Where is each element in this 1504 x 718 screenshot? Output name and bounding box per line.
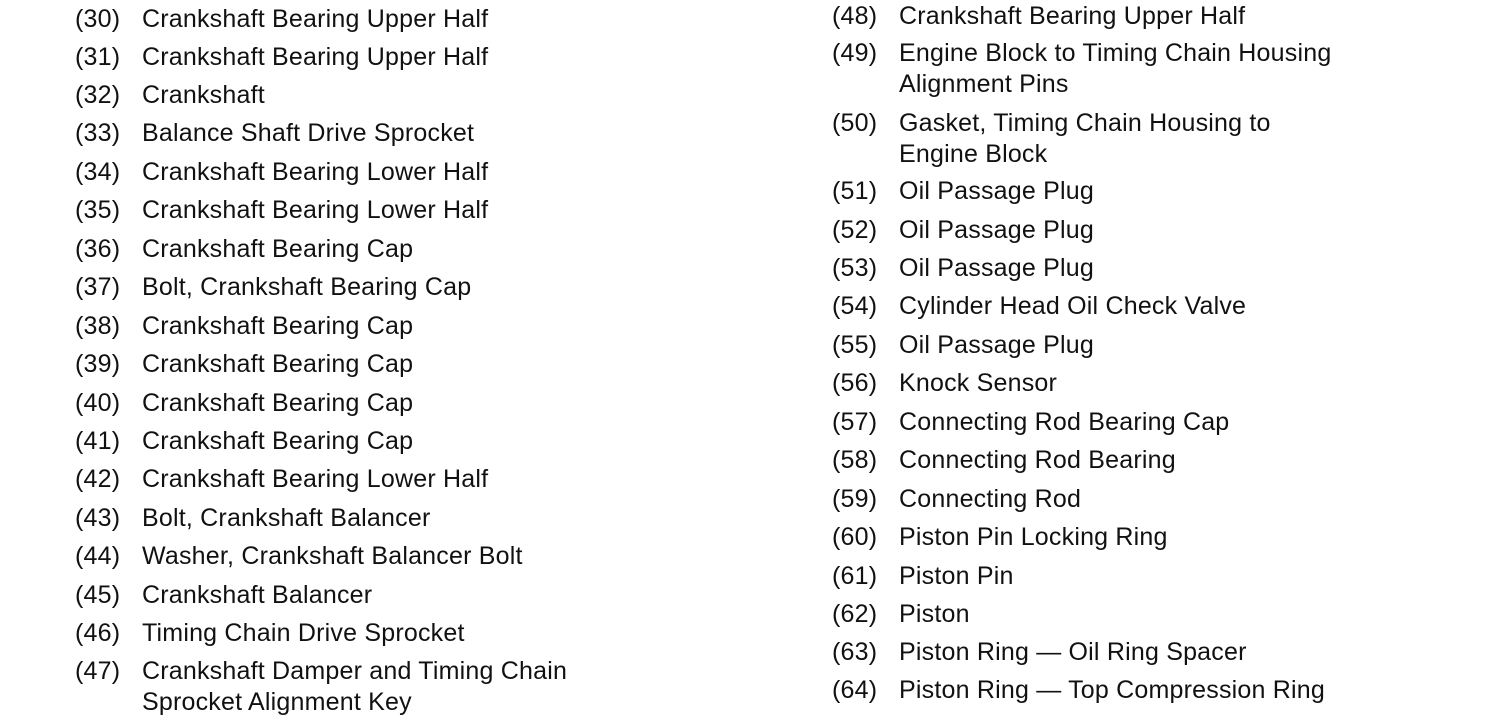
item-number: (57) (832, 408, 878, 436)
item-description: Piston Pin Locking Ring (899, 523, 1168, 551)
item-number: (40) (75, 389, 121, 417)
item-description: Piston Ring — Top Compression Ring (899, 676, 1325, 704)
item-description: Piston Pin (899, 562, 1014, 590)
item-number: (59) (832, 485, 878, 513)
item-number: (43) (75, 504, 121, 532)
item-description: Connecting Rod Bearing Cap (899, 408, 1230, 436)
item-description: Bolt, Crankshaft Balancer (142, 504, 431, 532)
item-number: (42) (75, 465, 121, 493)
item-description: Crankshaft Bearing Cap (142, 427, 414, 455)
item-description: Cylinder Head Oil Check Valve (899, 292, 1247, 320)
item-description: Crankshaft Damper and Timing Chain Sprocket Alignment Key (142, 657, 568, 716)
item-number: (45) (75, 581, 121, 609)
item-description: Knock Sensor (899, 369, 1058, 397)
item-number: (33) (75, 119, 121, 147)
item-number: (61) (832, 562, 878, 590)
item-number: (34) (75, 158, 121, 186)
item-number: (63) (832, 638, 878, 666)
item-number: (36) (75, 235, 121, 263)
item-description: Bolt, Crankshaft Bearing Cap (142, 273, 472, 301)
item-description: Piston (899, 600, 970, 628)
item-number: (47) (75, 657, 121, 685)
item-number: (30) (75, 5, 121, 33)
item-description: Piston Ring — Oil Ring Spacer (899, 638, 1247, 666)
item-description: Crankshaft Bearing Cap (142, 235, 414, 263)
parts-list-right (832, 0, 1504, 718)
item-description: Gasket, Timing Chain Housing to Engine Block (899, 109, 1271, 168)
item-description: Crankshaft Bearing Upper Half (899, 2, 1246, 30)
item-description: Crankshaft Bearing Cap (142, 312, 414, 340)
item-number: (58) (832, 446, 878, 474)
item-number: (51) (832, 177, 878, 205)
item-description: Connecting Rod (899, 485, 1082, 513)
item-description: Oil Passage Plug (899, 177, 1094, 205)
item-number: (54) (832, 292, 878, 320)
item-number: (38) (75, 312, 121, 340)
item-description: Oil Passage Plug (899, 254, 1094, 282)
item-number: (46) (75, 619, 121, 647)
item-description: Crankshaft Bearing Lower Half (142, 196, 489, 224)
item-description: Crankshaft Bearing Lower Half (142, 465, 489, 493)
item-number: (35) (75, 196, 121, 224)
item-description: Crankshaft Bearing Cap (142, 389, 414, 417)
item-number: (41) (75, 427, 121, 455)
item-number: (50) (832, 109, 878, 137)
item-description: Crankshaft Bearing Lower Half (142, 158, 489, 186)
item-number: (48) (832, 2, 878, 30)
item-description: Crankshaft (142, 81, 265, 109)
item-description: Balance Shaft Drive Sprocket (142, 119, 475, 147)
item-description: Oil Passage Plug (899, 331, 1094, 359)
item-description: Crankshaft Balancer (142, 581, 373, 609)
item-number: (32) (75, 81, 121, 109)
item-description: Crankshaft Bearing Cap (142, 350, 414, 378)
parts-list-left (75, 0, 775, 718)
item-number: (55) (832, 331, 878, 359)
item-number: (49) (832, 39, 878, 67)
item-description: Engine Block to Timing Chain Housing Alignment Pins (899, 39, 1332, 98)
item-number: (37) (75, 273, 121, 301)
item-description: Connecting Rod Bearing (899, 446, 1176, 474)
item-description: Washer, Crankshaft Balancer Bolt (142, 542, 523, 570)
item-description: Crankshaft Bearing Upper Half (142, 5, 489, 33)
item-number: (64) (832, 676, 878, 704)
item-number: (31) (75, 43, 121, 71)
item-description: Crankshaft Bearing Upper Half (142, 43, 489, 71)
item-number: (44) (75, 542, 121, 570)
item-description: Oil Passage Plug (899, 216, 1094, 244)
item-number: (39) (75, 350, 121, 378)
item-number: (52) (832, 216, 878, 244)
item-number: (53) (832, 254, 878, 282)
item-number: (62) (832, 600, 878, 628)
item-number: (56) (832, 369, 878, 397)
item-description: Timing Chain Drive Sprocket (142, 619, 465, 647)
item-number: (60) (832, 523, 878, 551)
